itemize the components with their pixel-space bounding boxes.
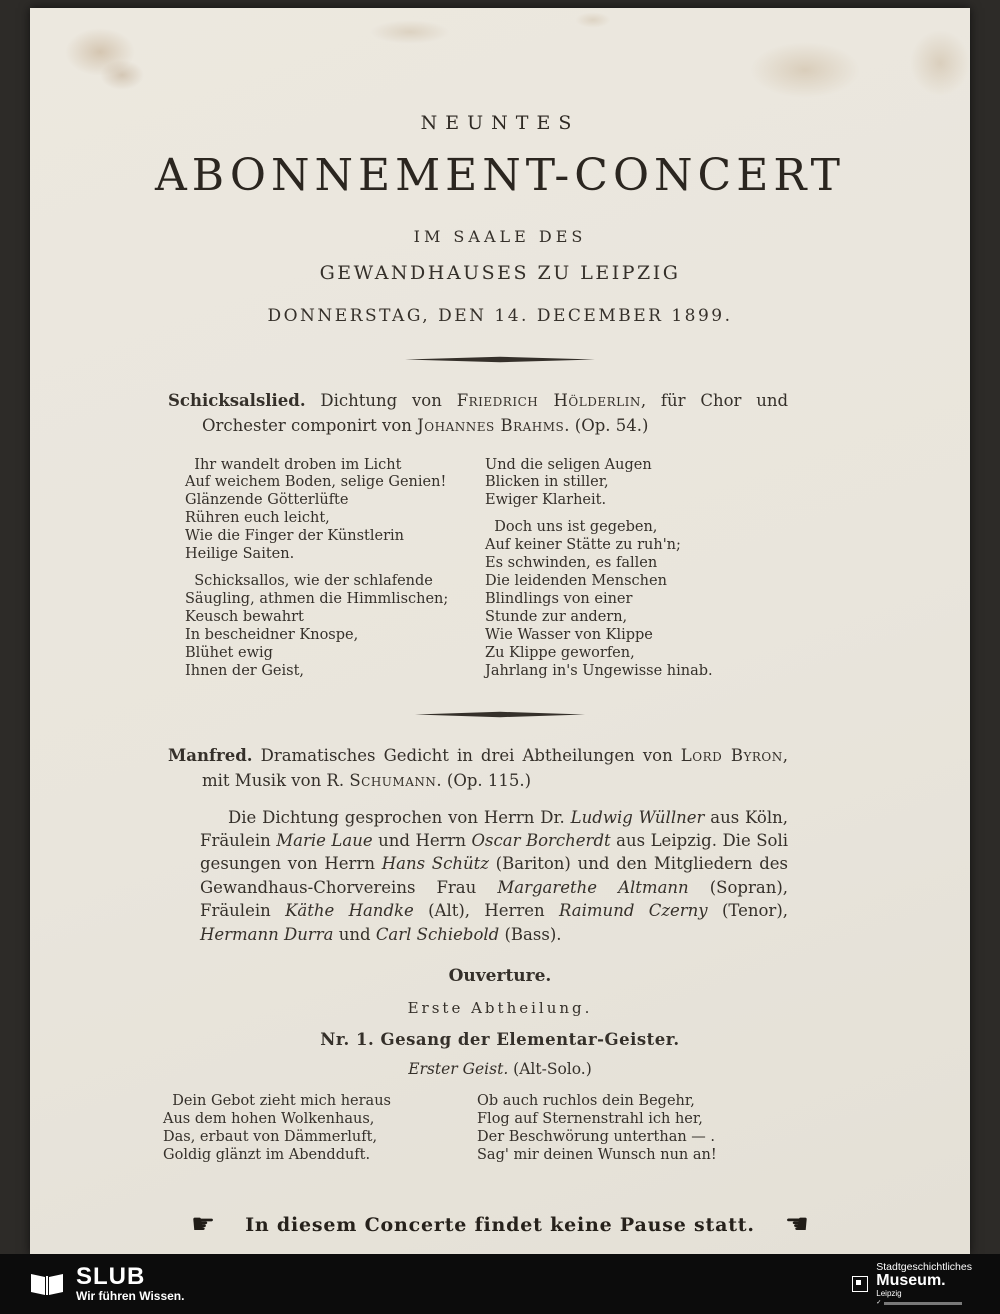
poem-column-right — [477, 1093, 717, 1165]
text-segment: Carl Schiebold — [375, 924, 500, 944]
poem-line: Der Beschwörung unterthan — . — [477, 1129, 716, 1146]
poem-line: Auf keiner Stätte zu ruh'n; — [485, 537, 681, 554]
poem-line: Doch uns ist gegeben, — [485, 519, 658, 536]
poem-line: Blindlings von einer — [485, 591, 633, 608]
poem-column-left — [185, 457, 485, 682]
poem-line: Aus dem hohen Wolkenhaus, — [163, 1111, 375, 1128]
text-segment: (Sopran), Fräulein — [200, 877, 789, 921]
work1-heading — [168, 389, 788, 439]
work2-poem — [30, 1093, 970, 1165]
text-segment: Käthe Handke — [285, 901, 414, 921]
divider-rule — [415, 711, 585, 718]
poem-line: Ob auch ruchlos dein Begehr, — [477, 1093, 695, 1110]
poem-line: Wie die Finger der Künstlerin — [185, 528, 405, 545]
text-segment: Lord Byron — [680, 746, 783, 766]
slub-name: SLUB — [76, 1263, 146, 1291]
text-segment: Ludwig Wüllner — [570, 807, 705, 827]
poem-line: Heilige Saiten. — [185, 546, 295, 563]
text-segment: Dichtung von — [305, 391, 457, 410]
text-segment: Margarethe Altmann — [497, 877, 689, 897]
poem-line: Rühren euch leicht, — [185, 510, 330, 527]
poem-line: Schicksallos, wie der schlafende — [185, 573, 433, 590]
work2-part-title: Erste Abtheilung. — [407, 999, 593, 1018]
slub-branding — [28, 1264, 184, 1304]
poem-column-right — [485, 457, 713, 682]
text-segment: Dramatisches Gedicht in drei Abtheilungen von — [252, 746, 681, 766]
museum-text — [876, 1262, 972, 1306]
divider-rule — [405, 356, 595, 363]
text-segment: , für Chor und Orchester componirt von — [202, 391, 789, 435]
text-segment: Johannes Brahms — [417, 415, 565, 435]
museum-fineprint — [876, 1300, 972, 1306]
slub-book-icon — [28, 1270, 66, 1298]
fineprint-text-illegible — [884, 1302, 962, 1305]
poem-line: Ihr wandelt droben im Licht — [185, 456, 402, 473]
slub-tagline: Wir führen Wissen. — [76, 1289, 185, 1304]
poem-column-left — [163, 1093, 477, 1165]
poem-line: Zu Klippe geworfen, — [485, 645, 635, 662]
text-segment: Friedrich Hölderlin — [456, 391, 641, 410]
museum-branding — [852, 1262, 972, 1306]
text-segment: Raimund Czerny — [559, 901, 708, 921]
no-pause-notice — [30, 1209, 970, 1241]
program-venue-line1: IM SAALE DES — [413, 227, 587, 246]
poem-line: Und die seligen Augen — [485, 456, 652, 473]
program-document — [30, 8, 970, 1241]
branding-bar — [0, 1254, 1000, 1314]
text-segment: Erster Geist. — [408, 1060, 509, 1079]
text-segment: (Alt-Solo.) — [508, 1060, 592, 1079]
program-date: DONNERSTAG, DEN 14. DECEMBER 1899. — [267, 306, 733, 326]
text-segment: Manfred. — [168, 746, 253, 766]
poem-line: Es schwinden, es fallen — [485, 555, 658, 572]
text-segment: (Tenor), — [707, 901, 789, 921]
text-segment: . (Op. 115.) — [436, 770, 532, 790]
manicule-right-icon: ☛ — [190, 1209, 216, 1241]
no-pause-notice-text: In diesem Concerte findet keine Pause statt. — [245, 1213, 755, 1236]
text-segment: Die Dichtung gesprochen von Herrn Dr. — [228, 807, 571, 827]
work2-nr1-title: Nr. 1. Gesang der Elementar-Geister. — [320, 1030, 680, 1050]
text-segment: Oscar Borcherdt — [471, 831, 611, 851]
poem-line: Die leidenden Menschen — [485, 573, 667, 590]
work1-poem — [30, 457, 970, 682]
poem-line — [485, 510, 713, 519]
scanned-program-page — [30, 8, 970, 1254]
poem-line: Stunde zur andern, — [485, 609, 628, 626]
museum-logo-icon — [852, 1276, 868, 1292]
poem-line: Wie Wasser von Klippe — [485, 627, 653, 644]
museum-name-line2: Museum. — [876, 1271, 946, 1289]
work2-movement-subtitle — [30, 1060, 970, 1078]
program-title: ABONNEMENT-CONCERT — [154, 150, 846, 201]
poem-line: Keusch bewahrt — [185, 609, 304, 626]
poem-line: Sag' mir deinen Wunsch nun an! — [477, 1147, 717, 1164]
poem-line: Blicken in stiller, — [485, 474, 609, 491]
text-segment: (Bass). — [499, 924, 562, 944]
poem-line: Dein Gebot zieht mich heraus — [163, 1093, 391, 1110]
poem-line: Blühet ewig — [185, 645, 273, 662]
poem-line: Flog auf Sternenstrahl ich her, — [477, 1111, 703, 1128]
slub-text — [76, 1264, 184, 1304]
museum-name-line1: Stadtgeschichtliches — [876, 1260, 972, 1273]
poem-line: Auf weichem Boden, selige Genien! — [185, 474, 447, 491]
poem-line: Jahrlang in's Ungewisse hinab. — [485, 663, 713, 680]
text-segment: Marie Laue — [276, 831, 373, 851]
poem-line: Säugling, athmen die Himmlischen; — [185, 591, 449, 608]
work2-ouverture: Ouverture. — [448, 966, 552, 987]
poem-line — [185, 564, 485, 573]
poem-line: Glänzende Götterlüfte — [185, 492, 349, 509]
text-segment: und — [333, 924, 376, 944]
work2-heading — [168, 744, 788, 794]
text-segment: aus Köln, Fräulein — [200, 807, 789, 851]
poem-line: Ihnen der Geist, — [185, 663, 305, 680]
text-segment: , mit Musik von R. — [202, 746, 788, 790]
poem-line: Das, erbaut von Dämmerluft, — [163, 1129, 378, 1146]
work2-performers — [200, 806, 788, 947]
poem-line: Ewiger Klarheit. — [485, 492, 607, 509]
poem-line: Goldig glänzt im Abendduft. — [163, 1147, 371, 1164]
text-segment: (Bariton) und den Mitgliedern des Gewandhaus-Chorvereins Frau — [200, 854, 788, 897]
poem-line: In bescheidner Knospe, — [185, 627, 359, 644]
check-icon: ✓ — [876, 1300, 882, 1307]
text-segment: Schumann — [349, 770, 437, 790]
text-segment: (Alt), Herren — [413, 901, 559, 921]
program-venue-line2: GEWANDHAUSES ZU LEIPZIG — [319, 262, 681, 284]
text-segment: . (Op. 54.) — [564, 415, 649, 435]
text-segment: und Herrn — [372, 831, 472, 851]
text-segment: aus Leipzig. Die Soli gesungen von Herrn — [200, 831, 789, 874]
program-pretitle: NEUNTES — [420, 112, 580, 134]
manicule-left-icon: ☚ — [784, 1209, 809, 1241]
text-segment: Schicksalslied. — [168, 391, 306, 410]
text-segment: Hans Schütz — [381, 854, 489, 874]
text-segment: Hermann Durra — [200, 924, 334, 944]
museum-city: Leipzig — [876, 1288, 902, 1298]
